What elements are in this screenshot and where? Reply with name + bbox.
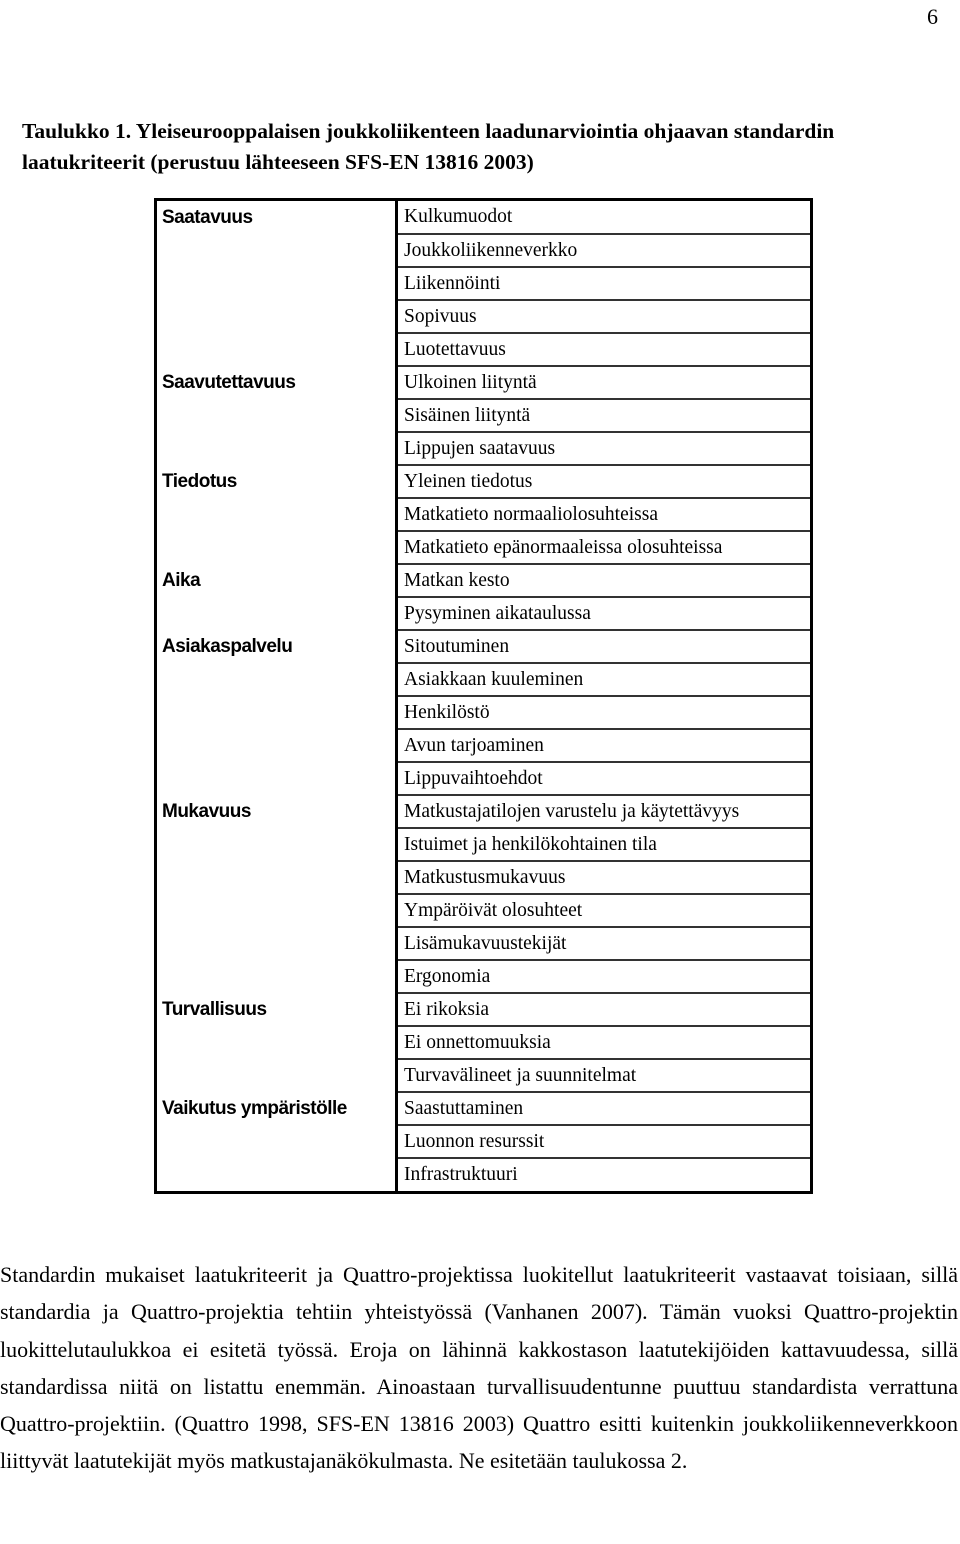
criterion-cell: Matkan kesto <box>397 564 812 597</box>
category-cell <box>156 333 397 366</box>
criterion-cell: Lisämukavuustekijät <box>397 927 812 960</box>
table-row <box>156 234 812 267</box>
criterion-cell: Matkustusmukavuus <box>397 861 812 894</box>
category-cell <box>156 927 397 960</box>
criterion-cell: Matkatieto normaaliolosuhteissa <box>397 498 812 531</box>
category-cell: Saavutettavuus <box>156 366 397 399</box>
table-row <box>156 597 812 630</box>
criterion-cell: Infrastruktuuri <box>397 1158 812 1193</box>
table-row <box>156 828 812 861</box>
category-cell: Turvallisuus <box>156 993 397 1026</box>
criterion-cell: Matkatieto epänormaaleissa olosuhteissa <box>397 531 812 564</box>
table-row <box>156 993 812 1026</box>
category-cell <box>156 300 397 333</box>
table-row <box>156 564 812 597</box>
category-cell <box>156 894 397 927</box>
table-row <box>156 1125 812 1158</box>
table-row <box>156 465 812 498</box>
criterion-cell: Pysyminen aikataulussa <box>397 597 812 630</box>
criterion-cell: Avun tarjoaminen <box>397 729 812 762</box>
category-cell <box>156 1026 397 1059</box>
criterion-cell: Istuimet ja henkilökohtainen tila <box>397 828 812 861</box>
category-cell: Asiakaspalvelu <box>156 630 397 663</box>
table-row <box>156 1026 812 1059</box>
criterion-cell: Turvavälineet ja suunnitelmat <box>397 1059 812 1092</box>
table-row <box>156 795 812 828</box>
table-row <box>156 366 812 399</box>
criterion-cell: Ei rikoksia <box>397 993 812 1026</box>
table-row <box>156 696 812 729</box>
table-row <box>156 729 812 762</box>
table-row <box>156 333 812 366</box>
category-cell: Vaikutus ympäristölle <box>156 1092 397 1125</box>
table-row <box>156 1158 812 1193</box>
table-row <box>156 960 812 993</box>
criterion-cell: Sisäinen liityntä <box>397 399 812 432</box>
table-row <box>156 1092 812 1125</box>
criterion-cell: Yleinen tiedotus <box>397 465 812 498</box>
criterion-cell: Sitoutuminen <box>397 630 812 663</box>
criterion-cell: Lippujen saatavuus <box>397 432 812 465</box>
criterion-cell: Luonnon resurssit <box>397 1125 812 1158</box>
table-row <box>156 1059 812 1092</box>
category-cell <box>156 498 397 531</box>
criterion-cell: Matkustajatilojen varustelu ja käytettävyys <box>397 795 812 828</box>
criterion-cell: Lippuvaihtoehdot <box>397 762 812 795</box>
category-cell <box>156 267 397 300</box>
page-number: 6 <box>927 4 938 29</box>
table-row <box>156 894 812 927</box>
category-cell <box>156 663 397 696</box>
table-row <box>156 663 812 696</box>
criterion-cell: Ulkoinen liityntä <box>397 366 812 399</box>
category-cell <box>156 399 397 432</box>
criterion-cell: Asiakkaan kuuleminen <box>397 663 812 696</box>
criterion-cell: Ergonomia <box>397 960 812 993</box>
category-cell <box>156 696 397 729</box>
body-paragraph: Standardin mukaiset laatukriteerit ja Quattro-projektissa luokitellut laatukriteerit vastaavat toisiaan, sillä standardia ja Quattro-projektia tehtiin yhteistyössä (Vanhanen 2007). Tämän vuoksi Quattro-projektin luokittelutaulukkoa ei esitetä työssä. Eroja on lähinnä kakkostason laatutekijöiden kattavuudessa, sillä standardissa niitä on listattu enemmän. Ainoastaan turvallisuudentunne puuttuu standardista verrattuna Quattro-projektiin. (Quattro 1998, SFS-EN 13816 2003) Quattro esitti kuitenkin joukkoliikenneverkkoon liittyvät laatutekijät myös matkustajanäkökulmasta. Ne esitetään taulukossa 2. <box>0 1262 958 1474</box>
category-cell: Tiedotus <box>156 465 397 498</box>
criterion-cell: Joukkoliikenneverkko <box>397 234 812 267</box>
table-caption: Taulukko 1. Yleiseurooppalaisen joukkoliikenteen laadunarviointia ohjaavan standardin laatukriteerit (perustuu lähteeseen SFS-EN 13816 2003) <box>22 119 835 174</box>
criterion-cell: Henkilöstö <box>397 696 812 729</box>
table-row <box>156 861 812 894</box>
category-cell <box>156 1158 397 1193</box>
category-cell <box>156 828 397 861</box>
table-row <box>156 267 812 300</box>
category-cell <box>156 597 397 630</box>
category-cell <box>156 861 397 894</box>
category-cell <box>156 729 397 762</box>
category-cell: Aika <box>156 564 397 597</box>
criterion-cell: Ympäröivät olosuhteet <box>397 894 812 927</box>
category-cell: Mukavuus <box>156 795 397 828</box>
table-body <box>156 200 812 1193</box>
table-row <box>156 762 812 795</box>
table-row <box>156 927 812 960</box>
category-cell <box>156 432 397 465</box>
criterion-cell: Liikennöinti <box>397 267 812 300</box>
table-row <box>156 300 812 333</box>
category-cell <box>156 1059 397 1092</box>
category-cell <box>156 762 397 795</box>
table-row <box>156 432 812 465</box>
category-cell <box>156 531 397 564</box>
category-cell <box>156 234 397 267</box>
quality-criteria-table <box>154 198 813 1194</box>
category-cell: Saatavuus <box>156 200 397 235</box>
table-row <box>156 200 812 235</box>
table-row <box>156 498 812 531</box>
category-cell <box>156 1125 397 1158</box>
category-cell <box>156 960 397 993</box>
criterion-cell: Saastuttaminen <box>397 1092 812 1125</box>
table-row <box>156 630 812 663</box>
criterion-cell: Kulkumuodot <box>397 200 812 235</box>
table-row <box>156 399 812 432</box>
criterion-cell: Ei onnettomuuksia <box>397 1026 812 1059</box>
criterion-cell: Sopivuus <box>397 300 812 333</box>
table-row <box>156 531 812 564</box>
criterion-cell: Luotettavuus <box>397 333 812 366</box>
